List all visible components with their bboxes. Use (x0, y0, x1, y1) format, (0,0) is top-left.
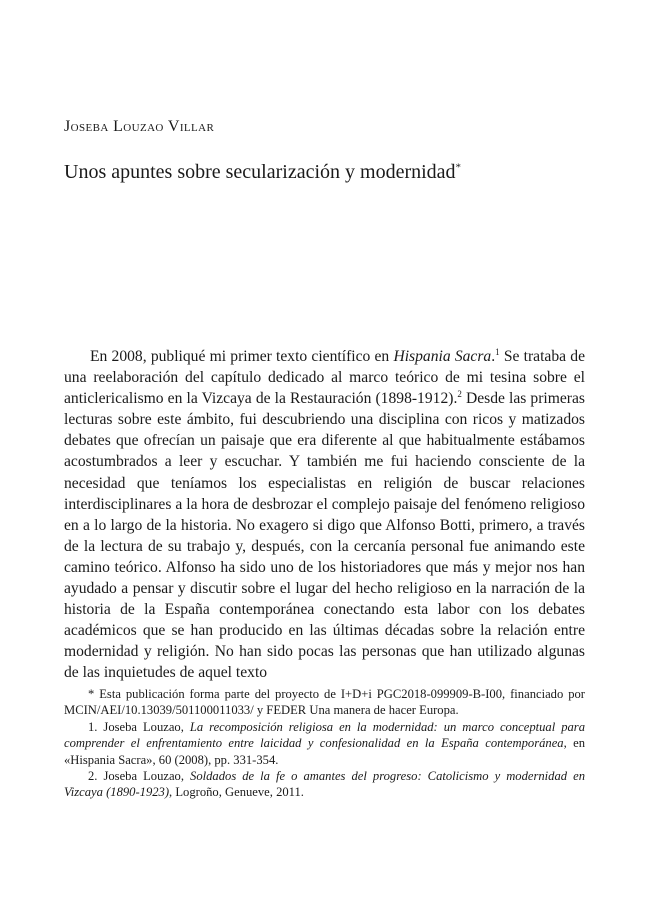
title-text: Unos apuntes sobre secularización y modernidad (64, 161, 456, 183)
article-title (64, 160, 584, 184)
body-text-segment: En 2008, publiqué mi primer texto científico en (90, 348, 394, 365)
footnotes (64, 686, 585, 801)
body-text-segment: . (491, 348, 496, 365)
footnote-1-source: , en «Hispania Sacra», 60 (2008), pp. 331-354. (64, 736, 586, 767)
footnote-2 (64, 768, 585, 801)
title-footnote-marker: * (455, 161, 462, 174)
body-text-segment: Se trataba de una reelaboración del capítulo dedicado al marco teórico de mi tesina sobre el anticlericalismo en la Vizcaya de la Restauración (1898-1912). (64, 348, 585, 408)
footnote-1-title: La recomposición religiosa en la modernidad: un marco conceptual para comprender el enfrentamiento entre laicidad y confesionalidad en la España contemporánea (64, 719, 585, 751)
body-text-segment: Desde las primeras lecturas sobre este ámbito, fui descubriendo una disciplina con ricos y matizados debates que ofrecían un paisaje que era diferente al que habitualmente estábamos acostumbrados a leer y escuchar. Y también me fui haciendo consciente de la necesidad que teníamos los especialistas en religión de buscar relaciones interdisciplinares a la hora de desbrozar el complejo paisaje del fenómeno religioso en a lo largo de la historia. No exagero si digo que Alfonso Botti, primero, a través de la lectura de su trabajo y, después, con la cercanía personal fue animando este camino teórico. Alfonso ha sido uno de los historiadores que más y mejor nos han ayudado a pensar y discutir sobre el lugar del hecho religioso en la narración de la historia de la España contemporánea conectando esta labor con los debates académicos que se han producido en las últimas décadas sobre la relación entre modernidad y religión. No han sido pocas las personas que han utilizado algunas de las inquietudes de aquel texto (64, 390, 585, 682)
journal-name: Hispania Sacra (393, 348, 492, 365)
footnote-ref-2: 2 (457, 389, 462, 399)
footnote-2-title: Soldados de la fe o amantes del progreso: Catolicismo y modernidad en Vizcaya (1890-1923) (64, 769, 585, 800)
article-author: Joseba Louzao Villar (64, 118, 215, 135)
footnote-1 (64, 719, 585, 768)
body-paragraph (64, 346, 585, 684)
footnote-2-author: 2. Joseba Louzao, (88, 769, 191, 784)
footnote-1-author: 1. Joseba Louzao, (88, 719, 190, 734)
footnote-ref-1: 1 (495, 346, 500, 357)
footnote-2-source: , Logroño, Genueve, 2011. (169, 785, 304, 800)
footnote-star: * Esta publicación forma parte del proyecto de I+D+i PGC2018-099909-B-I00, financiado por MCIN/AEI/10.13039/501100011033/ y FEDER Una manera de hacer Europa. (64, 687, 585, 718)
